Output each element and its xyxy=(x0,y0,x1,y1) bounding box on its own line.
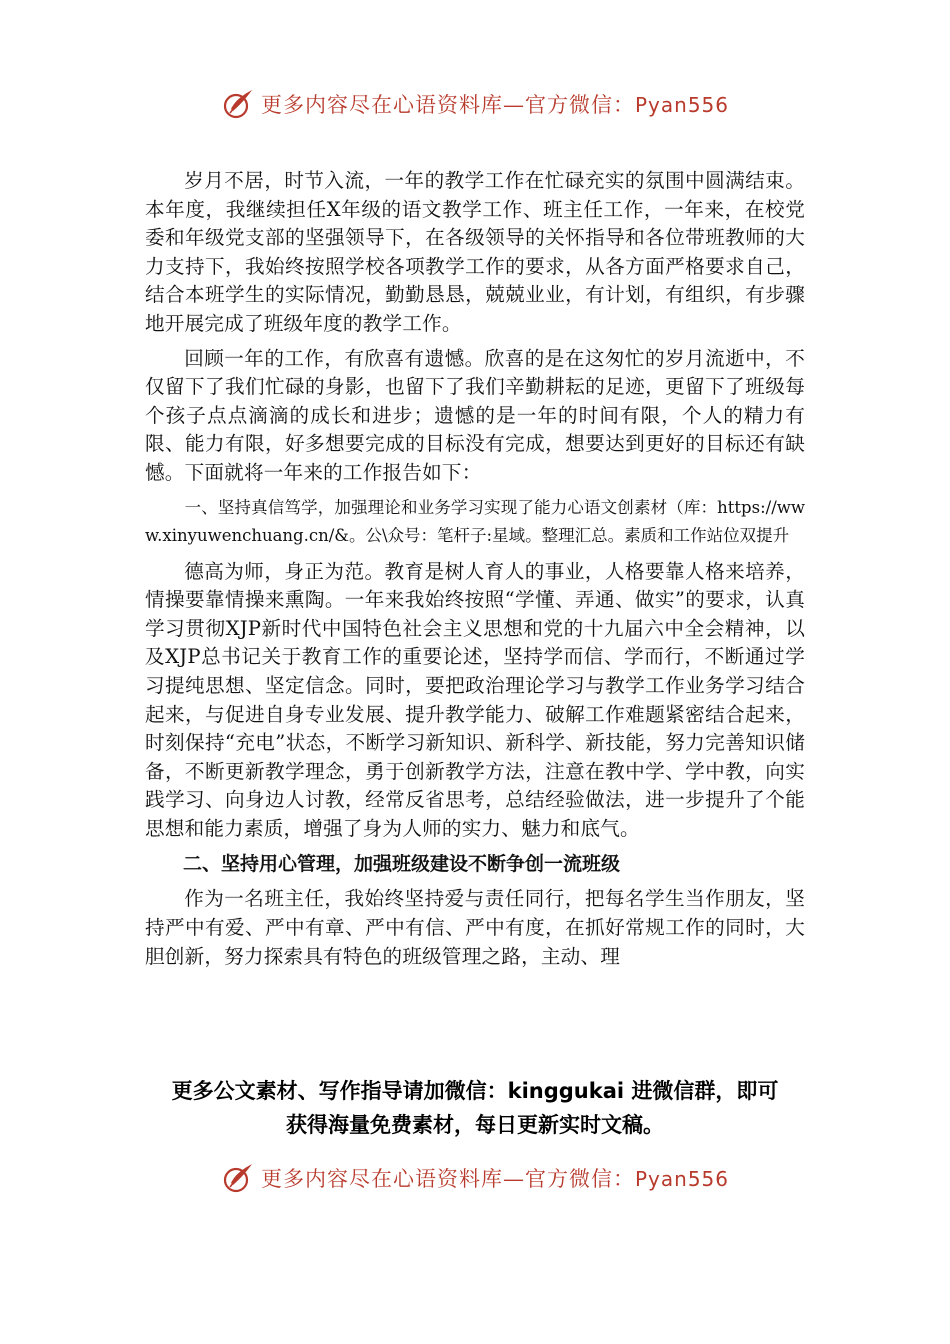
watermark-text: 更多内容尽在心语资料库—官方微信：Pyan556 xyxy=(260,93,729,117)
watermark-wechat-id: Pyan556 xyxy=(634,1167,729,1191)
section-1-heading: 一、坚持真信笃学，加强理论和业务学习实现了能力心语文创素材（库：https://www.xinyuwenchuang.cn/&。公\众号：笔杆子:星域。整理汇总。素质和工作站位双提升 xyxy=(145,497,805,545)
section-2-body: 作为一名班主任，我始终坚持爱与责任同行，把每名学生当作朋友，坚持严中有爱、严中有章、严中有信、严中有度，在抓好常规工作的同时，大胆创新，努力探索具有特色的班级管理之路，主动、理 xyxy=(145,887,805,968)
promo-line-2: 获得海量免费素材，每日更新实时文稿。 xyxy=(286,1113,664,1137)
document-body xyxy=(145,167,805,977)
watermark-wechat-id: Pyan556 xyxy=(634,93,729,117)
section-2-heading: 二、坚持用心管理，加强班级建设不断争创一流班级 xyxy=(183,853,621,876)
watermark-banner-bottom xyxy=(0,1158,950,1198)
paragraph-review: 回顾一年的工作，有欣喜有遗憾。欣喜的是在这匆忙的岁月流逝中，不仅留下了我们忙碌的身影，也留下了我们辛勤耕耘的足迹，更留下了班级每个孩子点点滴滴的成长和进步；遗憾的是一年的时间有限，个人的精力有限、能力有限，好多想要完成的目标没有完成，想要达到更好的目标还有缺憾。下面就将一年来的工作报告如下： xyxy=(145,346,805,484)
section-1-body: 德高为师，身正为范。教育是树人育人的事业，人格要靠人格来培养，情操要靠情操来熏陶。一年来我始终按照“学懂、弄通、做实”的要求，认真学习贯彻XJP新时代中国特色社会主义思想和党的十九届六中全会精神，以及XJP总书记关于教育工作的重要论述，坚持学而信、学而行，不断通过学习提纯思想、坚定信念。同时，要把政治理论学习与教学工作业务学习结合起来，与促进自身专业发展、提升教学能力、破解工作难题紧密结合起来，时刻保持“充电”状态，不断学习新知识、新科学、新技能，努力完善知识储备，不断更新教学理念，勇于创新教学方法，注意在教中学、学中教，向实践学习、向身边人讨教，经常反省思考，总结经验做法，进一步提升了个能思想和能力素质，增强了身为人师的实力、魅力和底气。 xyxy=(145,559,805,840)
quill-logo-icon xyxy=(221,87,255,121)
watermark-text: 更多内容尽在心语资料库—官方微信：Pyan556 xyxy=(260,1167,729,1191)
promo-notice xyxy=(120,1074,830,1142)
quill-logo-icon xyxy=(221,1161,255,1195)
watermark-banner-top xyxy=(0,84,950,124)
paragraph-intro: 岁月不居，时节入流，一年的教学工作在忙碌充实的氛围中圆满结束。本年度，我继续担任X年级的语文教学工作、班主任工作，一年来，在校党委和年级党支部的坚强领导下，在各级领导的关怀指导和各位带班教师的大力支持下，我始终按照学校各项教学工作的要求，从各方面严格要求自己，结合本班学生的实际情况，勤勤恳恳，兢兢业业，有计划，有组织，有步骤地开展完成了班级年度的教学工作。 xyxy=(145,169,805,335)
promo-line-1: 更多公文素材、写作指导请加微信：kinggukai 进微信群，即可 xyxy=(171,1079,779,1103)
